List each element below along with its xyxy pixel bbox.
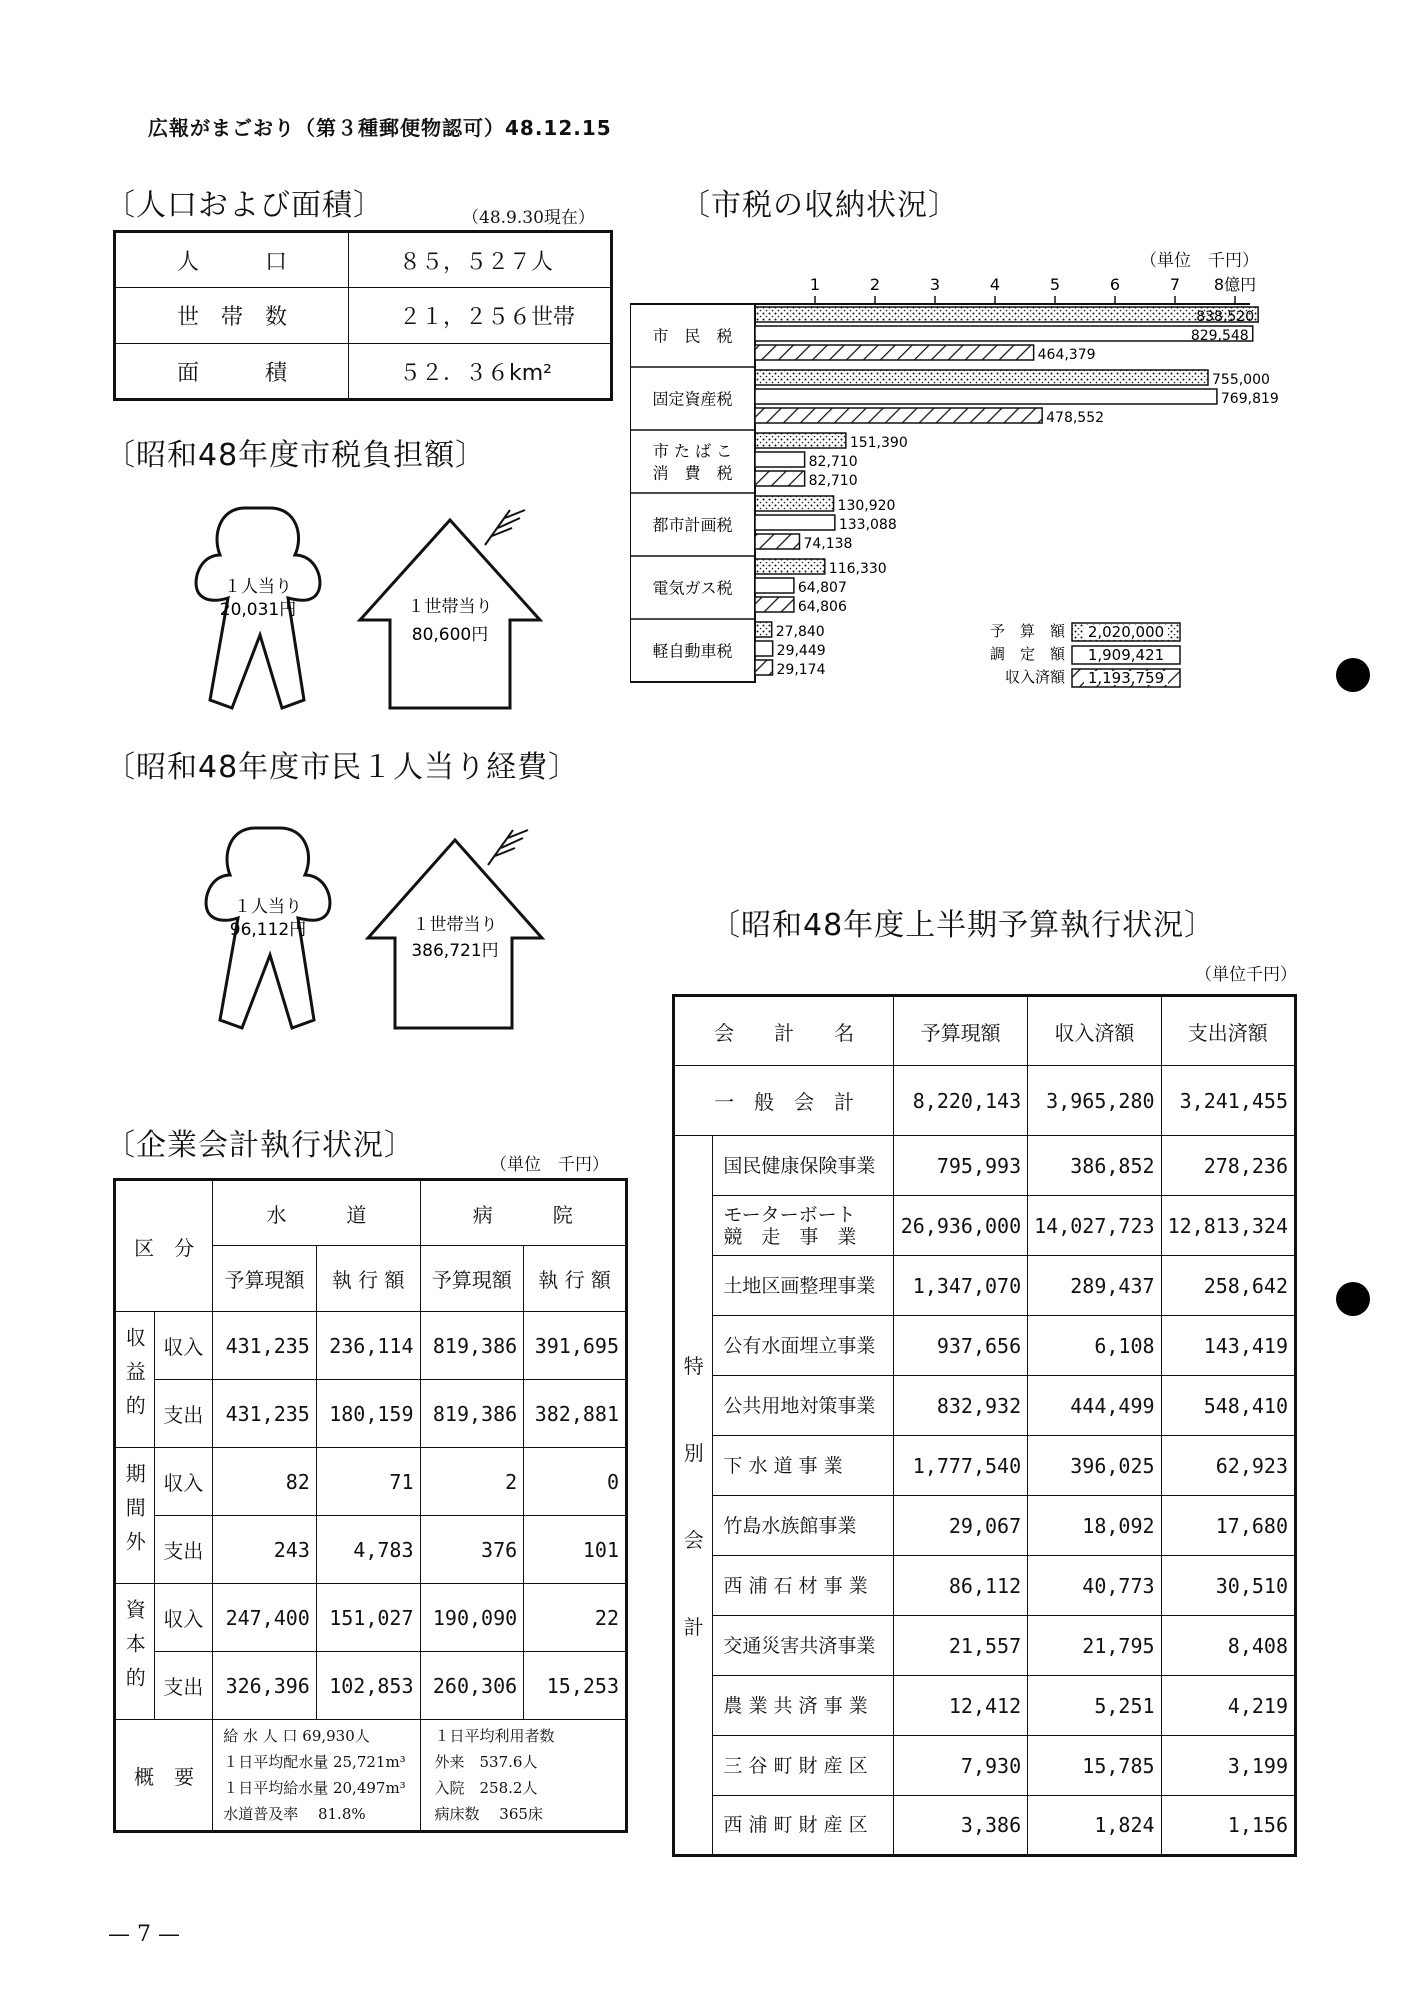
population-label: 人 口 — [115, 232, 349, 288]
bar-blank — [755, 389, 1217, 404]
bar-blank — [755, 641, 773, 656]
bar-hatch — [755, 660, 773, 675]
budget-cell: 5,251 — [1028, 1676, 1161, 1736]
enterprise-group-text: 収益的 — [122, 1326, 147, 1429]
expense-title: 〔昭和48年度市民１人当り経費〕 — [105, 750, 580, 785]
tax-collection-title: 〔市税の収納状況〕 — [680, 188, 959, 223]
enterprise-cell: 190,090 — [420, 1584, 524, 1652]
page-header: 広報がまごおり（第３種郵便物認可）48.12.15 — [148, 116, 612, 140]
category-label: 軽自動車税 — [652, 641, 733, 661]
data-label: 464,379 — [1037, 347, 1096, 363]
budget-title: 〔昭和48年度上半期予算執行状況〕 — [710, 908, 1216, 943]
bar-hatch — [755, 534, 799, 549]
budget-cell: 258,642 — [1161, 1256, 1295, 1316]
budget-cell: 386,852 — [1028, 1136, 1161, 1196]
tax-person-value: 20,031円 — [219, 600, 297, 620]
enterprise-cell: 391,695 — [524, 1312, 627, 1380]
special-account-name — [713, 1376, 894, 1436]
data-label: 133,088 — [838, 517, 897, 533]
budget-cell: 795,993 — [894, 1136, 1028, 1196]
budget-cell: 3,199 — [1161, 1736, 1295, 1796]
enterprise-row — [115, 1584, 627, 1652]
special-name-line: 競 走 事 業 — [723, 1225, 857, 1248]
budget-special-row — [674, 1376, 1296, 1436]
special-name-line: 公共用地対策事業 — [723, 1394, 876, 1417]
gaiyo-hospital-line: 外来 537.6人 — [434, 1753, 538, 1771]
budget-cell: 937,656 — [894, 1316, 1028, 1376]
budget-cell: 1,347,070 — [894, 1256, 1028, 1316]
enterprise-cell: 247,400 — [213, 1584, 317, 1652]
enterprise-cell: 102,853 — [316, 1652, 420, 1720]
enterprise-group-label — [115, 1448, 155, 1584]
budget-cell: 3,241,455 — [1161, 1066, 1295, 1136]
budget-cell: 143,419 — [1161, 1316, 1295, 1376]
legend-label: 調 定 額 — [989, 645, 1065, 663]
enterprise-row — [115, 1448, 627, 1516]
population-row — [115, 288, 612, 344]
data-label: 64,807 — [797, 580, 847, 596]
budget-cell: 40,773 — [1028, 1556, 1161, 1616]
enterprise-group-text: 資本的 — [122, 1598, 147, 1701]
enterprise-cell: 819,386 — [420, 1380, 524, 1448]
special-account-name — [713, 1676, 894, 1736]
budget-cell: 18,092 — [1028, 1496, 1161, 1556]
bar-hatch — [755, 471, 805, 486]
special-name-line: 竹島水族館事業 — [723, 1514, 857, 1537]
bar-blank — [755, 326, 1253, 341]
special-account-name — [713, 1496, 894, 1556]
category-label: 市 た ば こ — [652, 441, 733, 461]
population-value: ５２．３６km² — [349, 344, 612, 400]
data-label: 82,710 — [808, 473, 858, 489]
population-value: ８５，５２７人 — [349, 232, 612, 288]
x-tick-label: 1 — [809, 275, 821, 294]
budget-special-row — [674, 1796, 1296, 1856]
category-label: 都市計画税 — [652, 515, 733, 535]
enterprise-row — [115, 1312, 627, 1380]
population-table — [113, 230, 613, 401]
data-label: 838,520 — [1196, 309, 1255, 325]
enterprise-cell: 15,253 — [524, 1652, 627, 1720]
budget-cell: 832,932 — [894, 1376, 1028, 1436]
budget-cell: 278,236 — [1161, 1136, 1295, 1196]
budget-special-row — [674, 1196, 1296, 1256]
data-label: 755,000 — [1212, 372, 1270, 388]
enterprise-cell: 819,386 — [420, 1312, 524, 1380]
special-account-name — [713, 1736, 894, 1796]
data-label: 130,920 — [837, 498, 896, 514]
budget-cell: 4,219 — [1161, 1676, 1295, 1736]
data-label: 29,449 — [776, 643, 826, 659]
enterprise-cell: 326,396 — [213, 1652, 317, 1720]
bar-hatch — [755, 345, 1034, 360]
budget-cell: 8,220,143 — [894, 1066, 1028, 1136]
data-label: 829,548 — [1190, 328, 1249, 344]
legend-label: 収入済額 — [1004, 668, 1065, 686]
antenna-icon — [485, 510, 525, 545]
page-number: — 7 — — [108, 1922, 180, 1947]
category-label: 市 民 税 — [652, 326, 733, 346]
special-label-char: 別 — [683, 1441, 704, 1465]
bar-blank — [755, 578, 794, 593]
enterprise-row — [115, 1652, 627, 1720]
enterprise-row — [115, 1380, 627, 1448]
special-name-line: 国民健康保険事業 — [723, 1154, 876, 1177]
enterprise-cell: 151,027 — [316, 1584, 420, 1652]
expense-house-value: 386,721円 — [411, 941, 499, 961]
enterprise-cell: 101 — [524, 1516, 627, 1584]
data-label: 82,710 — [808, 454, 858, 470]
enterprise-subheader: 執 行 額 — [316, 1246, 420, 1312]
enterprise-subheader: 執 行 額 — [524, 1246, 627, 1312]
special-account-name — [713, 1796, 894, 1856]
enterprise-row-label: 収入 — [154, 1584, 213, 1652]
gaiyo-water — [213, 1720, 420, 1832]
special-account-name — [713, 1316, 894, 1376]
enterprise-cell: 236,114 — [316, 1312, 420, 1380]
enterprise-group-label — [115, 1312, 155, 1448]
budget-cell: 12,813,324 — [1161, 1196, 1295, 1256]
enterprise-group-text: 期間外 — [122, 1462, 147, 1565]
budget-cell: 12,412 — [894, 1676, 1028, 1736]
bar-dots — [755, 496, 834, 511]
enterprise-cell: 71 — [316, 1448, 420, 1516]
budget-special-row — [674, 1256, 1296, 1316]
budget-cell: 30,510 — [1161, 1556, 1295, 1616]
data-label: 478,552 — [1046, 410, 1105, 426]
special-label-char: 特 — [683, 1354, 704, 1378]
bar-blank — [755, 452, 805, 467]
special-account-name — [713, 1256, 894, 1316]
budget-cell: 444,499 — [1028, 1376, 1161, 1436]
budget-cell: 289,437 — [1028, 1256, 1161, 1316]
budget-unit: （単位千円） — [1195, 965, 1297, 985]
legend-label: 予 算 額 — [989, 622, 1065, 640]
budget-cell: 15,785 — [1028, 1736, 1161, 1796]
enterprise-cell: 243 — [213, 1516, 317, 1584]
x-tick-label: 4 — [989, 275, 1001, 294]
special-name-line: 農 業 共 済 事 業 — [723, 1694, 868, 1717]
enterprise-unit: （単位 千円） — [490, 1155, 609, 1175]
enterprise-row-label: 収入 — [154, 1312, 213, 1380]
budget-header: 予算現額 — [894, 996, 1028, 1066]
bar-blank — [755, 515, 835, 530]
budget-cell: 1,824 — [1028, 1796, 1161, 1856]
tax-collection-unit: （単位 千円） — [1140, 251, 1259, 271]
gaiyo-hospital-line: １日平均利用者数 — [434, 1727, 555, 1745]
population-label: 世 帯 数 — [115, 288, 349, 344]
budget-special-row — [674, 1556, 1296, 1616]
budget-cell: 86,112 — [894, 1556, 1028, 1616]
population-label: 面 積 — [115, 344, 349, 400]
enterprise-row-label: 支出 — [154, 1516, 213, 1584]
punch-hole — [1336, 1282, 1370, 1316]
population-row — [115, 344, 612, 400]
data-label: 74,138 — [803, 536, 853, 552]
budget-special-row — [674, 1736, 1296, 1796]
special-account-name — [713, 1616, 894, 1676]
gaiyo-hospital-line: 病床数 365床 — [434, 1805, 543, 1823]
special-name-line: モーターボート — [723, 1203, 856, 1226]
x-tick-label: 3 — [929, 275, 941, 294]
budget-cell: 7,930 — [894, 1736, 1028, 1796]
enterprise-row-label: 支出 — [154, 1652, 213, 1720]
special-account-name — [713, 1556, 894, 1616]
population-as-of: （48.9.30現在） — [462, 208, 595, 228]
budget-cell: 17,680 — [1161, 1496, 1295, 1556]
tax-burden-figures — [180, 500, 560, 730]
tax-person-label: １人当り — [224, 577, 292, 597]
budget-table — [672, 994, 1297, 1857]
expense-person-label: １人当り — [234, 897, 302, 917]
special-name-line: 土地区画整理事業 — [723, 1274, 876, 1297]
enterprise-cell: 431,235 — [213, 1312, 317, 1380]
punch-hole — [1336, 658, 1370, 692]
budget-cell: 3,965,280 — [1028, 1066, 1161, 1136]
tax-house-value: 80,600円 — [411, 625, 489, 645]
budget-cell: 6,108 — [1028, 1316, 1161, 1376]
data-label: 64,806 — [797, 599, 847, 615]
enterprise-cell: 82 — [213, 1448, 317, 1516]
budget-general-row — [674, 1066, 1296, 1136]
enterprise-cell: 376 — [420, 1516, 524, 1584]
budget-header: 支出済額 — [1161, 996, 1295, 1066]
data-label: 151,390 — [849, 435, 908, 451]
budget-cell: 396,025 — [1028, 1436, 1161, 1496]
special-name-line: 西 浦 石 材 事 業 — [723, 1574, 868, 1597]
bar-dots — [755, 370, 1208, 385]
category-label: 固定資産税 — [652, 389, 733, 409]
enterprise-cell: 180,159 — [316, 1380, 420, 1448]
enterprise-title: 〔企業会計執行状況〕 — [105, 1128, 415, 1163]
data-label: 116,330 — [828, 561, 887, 577]
general-account-name: 一 般 会 計 — [674, 1066, 894, 1136]
budget-cell: 548,410 — [1161, 1376, 1295, 1436]
special-label-char: 計 — [683, 1615, 704, 1639]
budget-cell: 29,067 — [894, 1496, 1028, 1556]
enterprise-cell: 260,306 — [420, 1652, 524, 1720]
budget-header: 収入済額 — [1028, 996, 1161, 1066]
gaiyo-label: 概 要 — [115, 1720, 213, 1832]
gaiyo-water-line: 水道普及率 81.8% — [223, 1805, 366, 1823]
budget-special-row — [674, 1676, 1296, 1736]
special-name-line: 交通災害共済事業 — [723, 1634, 876, 1657]
budget-special-row — [674, 1316, 1296, 1376]
x-tick-label: 7 — [1169, 275, 1181, 294]
gaiyo-water-line: １日平均配水量 25,721m³ — [223, 1753, 406, 1771]
enterprise-cell: 4,783 — [316, 1516, 420, 1584]
expense-figures — [190, 820, 570, 1040]
legend-value: 1,909,421 — [1087, 646, 1165, 664]
gaiyo-water-line: １日平均給水量 20,497m³ — [223, 1779, 406, 1797]
gaiyo-water-line: 給 水 人 口 69,930人 — [223, 1727, 370, 1745]
category-label: 電気ガス税 — [652, 578, 733, 598]
enterprise-group-label — [115, 1584, 155, 1720]
gaiyo-hospital-line: 入院 258.2人 — [434, 1779, 538, 1797]
bar-dots — [755, 622, 772, 637]
enterprise-cell: 382,881 — [524, 1380, 627, 1448]
bar-hatch — [755, 597, 794, 612]
bar-dots — [755, 307, 1258, 322]
population-title: 〔人口および面積〕 — [105, 188, 384, 223]
tax-collection-chart — [630, 270, 1310, 730]
legend-value: 1,193,759 — [1087, 669, 1165, 687]
budget-cell: 14,027,723 — [1028, 1196, 1161, 1256]
budget-cell: 1,156 — [1161, 1796, 1295, 1856]
bar-dots — [755, 559, 825, 574]
special-name-line: 西 浦 町 財 産 区 — [723, 1814, 868, 1836]
special-name-line: 下 水 道 事 業 — [723, 1454, 843, 1477]
budget-cell: 8,408 — [1161, 1616, 1295, 1676]
special-account-name — [713, 1136, 894, 1196]
tax-house-label: １世帯当り — [407, 597, 493, 617]
enterprise-subheader: 予算現額 — [420, 1246, 524, 1312]
special-name-line: 公有水面埋立事業 — [723, 1334, 876, 1357]
budget-cell: 3,386 — [894, 1796, 1028, 1856]
population-value: ２１，２５６世帯 — [349, 288, 612, 344]
hospital-header: 病 院 — [420, 1180, 626, 1246]
x-tick-label: 6 — [1109, 275, 1121, 294]
enterprise-gaiyo-row — [115, 1720, 627, 1832]
budget-cell: 26,936,000 — [894, 1196, 1028, 1256]
special-account-name — [713, 1436, 894, 1496]
budget-cell: 21,795 — [1028, 1616, 1161, 1676]
enterprise-row-label: 収入 — [154, 1448, 213, 1516]
population-row — [115, 232, 612, 288]
x-tick-label: 2 — [869, 275, 881, 294]
legend-value: 2,020,000 — [1087, 623, 1165, 641]
special-account-name — [713, 1196, 894, 1256]
budget-header-name: 会 計 名 — [674, 996, 894, 1066]
budget-cell: 21,557 — [894, 1616, 1028, 1676]
budget-special-row — [674, 1436, 1296, 1496]
budget-cell: 62,923 — [1161, 1436, 1295, 1496]
special-account-label — [674, 1136, 713, 1856]
budget-cell: 1,777,540 — [894, 1436, 1028, 1496]
enterprise-row — [115, 1516, 627, 1584]
water-header: 水 道 — [213, 1180, 420, 1246]
special-name-line: 三 谷 町 財 産 区 — [723, 1754, 868, 1777]
antenna-icon — [488, 830, 528, 865]
enterprise-cell: 431,235 — [213, 1380, 317, 1448]
special-label-char: 会 — [683, 1528, 704, 1552]
tax-burden-title: 〔昭和48年度市税負担額〕 — [105, 438, 487, 473]
enterprise-kubun-header: 区 分 — [115, 1180, 213, 1312]
budget-special-row — [674, 1136, 1296, 1196]
budget-special-row — [674, 1496, 1296, 1556]
enterprise-cell: 2 — [420, 1448, 524, 1516]
x-tick-label: 8億円 — [1213, 275, 1257, 294]
budget-special-row — [674, 1616, 1296, 1676]
expense-person-value: 96,112円 — [229, 920, 307, 940]
bar-hatch — [755, 408, 1042, 423]
enterprise-table — [113, 1178, 628, 1833]
x-tick-label: 5 — [1049, 275, 1061, 294]
enterprise-row-label: 支出 — [154, 1380, 213, 1448]
category-label: 消 費 税 — [652, 463, 733, 483]
data-label: 769,819 — [1220, 391, 1279, 407]
gaiyo-hospital — [420, 1720, 626, 1832]
enterprise-cell: 22 — [524, 1584, 627, 1652]
data-label: 29,174 — [776, 662, 826, 678]
data-label: 27,840 — [775, 624, 825, 640]
bar-dots — [755, 433, 846, 448]
enterprise-cell: 0 — [524, 1448, 627, 1516]
enterprise-subheader: 予算現額 — [213, 1246, 317, 1312]
expense-house-label: １世帯当り — [412, 915, 498, 935]
